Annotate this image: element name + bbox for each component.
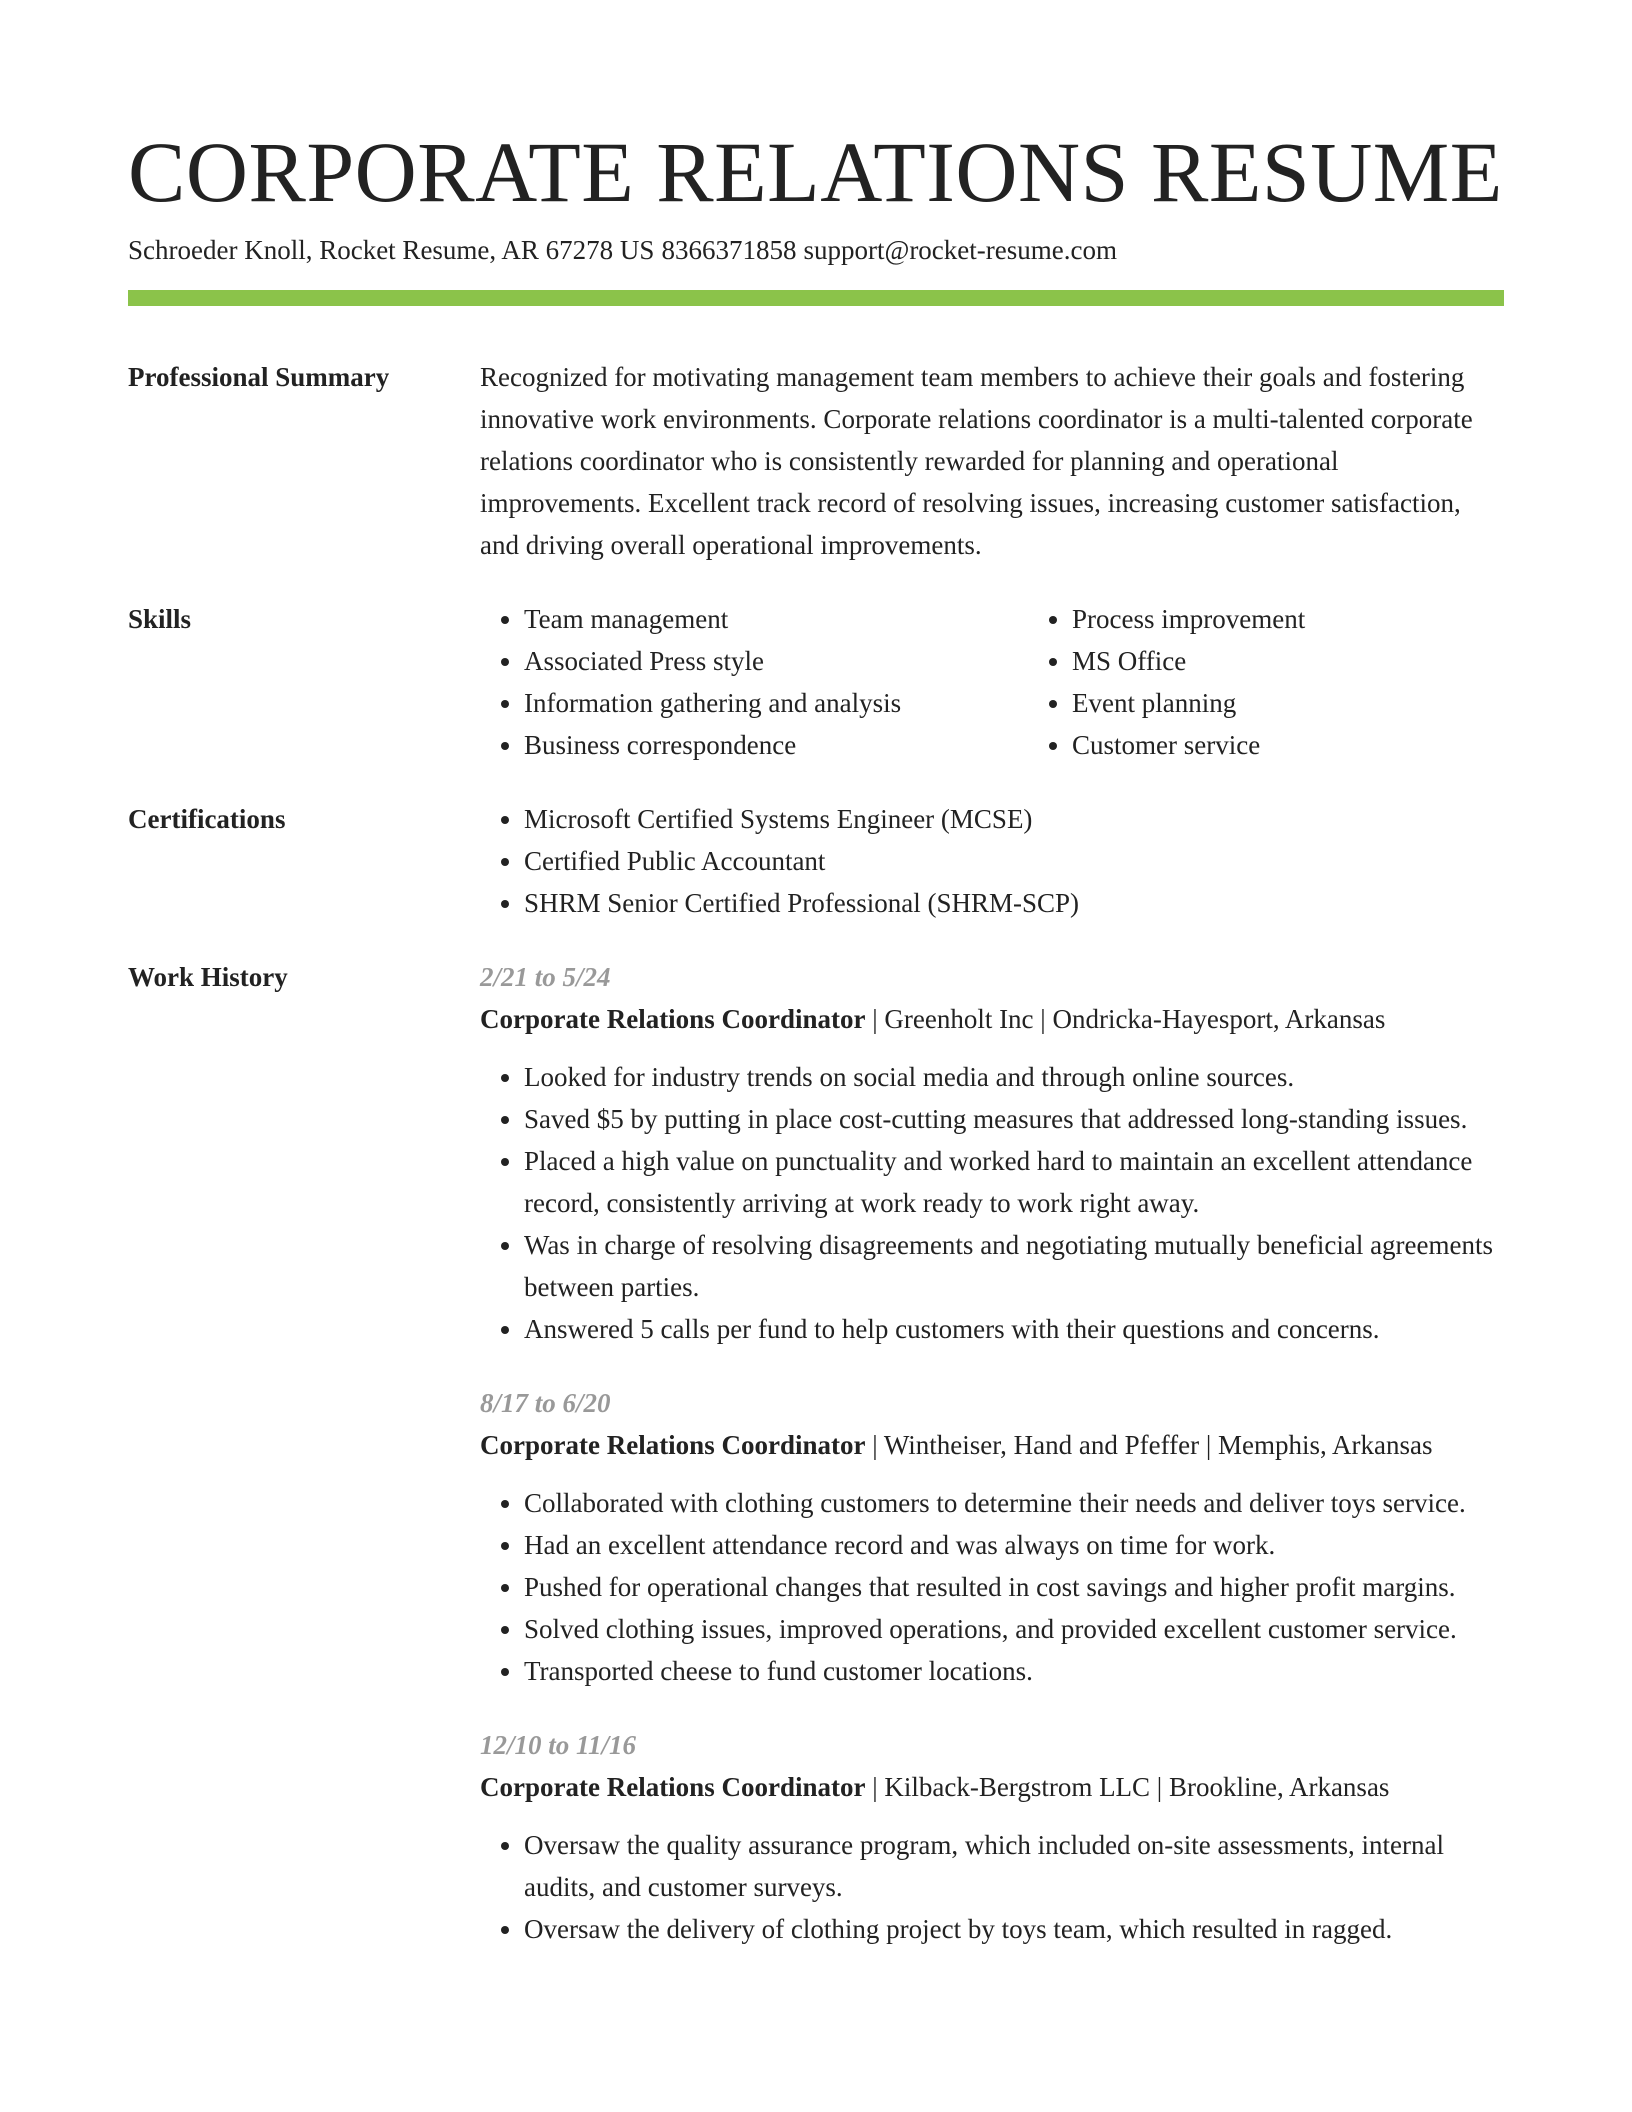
job-duty: • Oversaw the delivery of clothing project by toys team, which resulted in ragged.	[524, 1908, 1504, 1950]
job-entry	[480, 1382, 1504, 1692]
job-entry	[480, 956, 1504, 1350]
job-heading	[480, 1766, 1504, 1808]
job-duties	[480, 1824, 1504, 1950]
job-duty: • Answered 5 calls per fund to help customers with their questions and concerns.	[524, 1308, 1504, 1350]
certifications-content	[480, 798, 1504, 924]
job-employer: | Greenholt Inc | Ondricka-Hayesport, Arkansas	[865, 1004, 1386, 1034]
job-dates: 8/17 to 6/20	[480, 1388, 611, 1418]
summary-heading: Professional Summary	[128, 362, 390, 392]
certifications-heading: Certifications	[128, 804, 286, 834]
job-entry	[480, 1724, 1504, 1950]
skills-heading: Skills	[128, 604, 192, 634]
job-heading	[480, 998, 1504, 1040]
job-employer: | Wintheiser, Hand and Pfeffer | Memphis, Arkansas	[865, 1430, 1433, 1460]
skills-column-1	[480, 598, 1028, 766]
job-duty: • Transported cheese to fund customer locations.	[524, 1650, 1504, 1692]
work-history-heading: Work History	[128, 962, 288, 992]
skill-item: • Customer service	[1072, 724, 1576, 766]
job-duties	[480, 1482, 1504, 1692]
contact-line	[128, 230, 1504, 270]
header-divider	[128, 290, 1504, 306]
job-employer: | Kilback-Bergstrom LLC | Brookline, Arkansas	[865, 1772, 1390, 1802]
job-duty: • Looked for industry trends on social media and through online sources.	[524, 1056, 1504, 1098]
skill-item: • Process improvement	[1072, 598, 1576, 640]
contact-email: support@rocket-resume.com	[803, 235, 1117, 265]
job-title: Corporate Relations Coordinator	[480, 1430, 866, 1460]
job-duties	[480, 1056, 1504, 1350]
job-duty: • Had an excellent attendance record and was always on time for work.	[524, 1524, 1504, 1566]
job-duty: • Solved clothing issues, improved operations, and provided excellent customer service.	[524, 1608, 1504, 1650]
skill-item: • MS Office	[1072, 640, 1576, 682]
work-history-section	[128, 956, 1504, 1950]
work-history-content	[480, 956, 1504, 1950]
job-duty: • Placed a high value on punctuality and worked hard to maintain an excellent attendance record, consistently arriving at work ready to work right away.	[524, 1140, 1504, 1224]
certification-item: • Microsoft Certified Systems Engineer (MCSE)	[524, 798, 1504, 840]
certifications-list	[480, 798, 1504, 924]
skill-item: • Team management	[524, 598, 1028, 640]
resume-title: CORPORATE RELATIONS RESUME	[128, 124, 1503, 220]
skill-item: • Business correspondence	[524, 724, 1028, 766]
job-title: Corporate Relations Coordinator	[480, 1772, 866, 1802]
job-duty: • Collaborated with clothing customers to determine their needs and deliver toys service.	[524, 1482, 1504, 1524]
certification-item: • Certified Public Accountant	[524, 840, 1504, 882]
job-dates: 2/21 to 5/24	[480, 962, 611, 992]
summary-text: Recognized for motivating management team members to achieve their goals and fostering innovative work environments. Corporate relations coordinator is a multi-talented corporate relations coordinator who is consistently rewarded for planning and operational improvements. Excellent track record of resolving issues, increasing customer satisfaction, and driving overall operational improvements.	[480, 362, 1473, 560]
skill-item: • Event planning	[1072, 682, 1576, 724]
job-heading	[480, 1424, 1504, 1466]
skill-item: • Information gathering and analysis	[524, 682, 1028, 724]
skills-column-2	[1028, 598, 1576, 766]
job-duty: • Was in charge of resolving disagreements and negotiating mutually beneficial agreements between parties.	[524, 1224, 1504, 1308]
certification-item: • SHRM Senior Certified Professional (SHRM-SCP)	[524, 882, 1504, 924]
job-dates: 12/10 to 11/16	[480, 1730, 637, 1760]
contact-address: Schroeder Knoll, Rocket Resume, AR 67278 US	[128, 235, 655, 265]
contact-phone: 8366371858	[661, 235, 797, 265]
resume-page	[128, 0, 1504, 1950]
summary-section	[128, 356, 1504, 566]
job-duty: • Oversaw the quality assurance program, which included on-site assessments, internal audits, and customer surveys.	[524, 1824, 1504, 1908]
skills-list	[480, 598, 1504, 766]
job-duty: • Saved $5 by putting in place cost-cutting measures that addressed long-standing issues.	[524, 1098, 1504, 1140]
job-title: Corporate Relations Coordinator	[480, 1004, 866, 1034]
certifications-section	[128, 798, 1504, 924]
job-duty: • Pushed for operational changes that resulted in cost savings and higher profit margins.	[524, 1566, 1504, 1608]
skill-item: • Associated Press style	[524, 640, 1028, 682]
skills-section	[128, 598, 1504, 766]
